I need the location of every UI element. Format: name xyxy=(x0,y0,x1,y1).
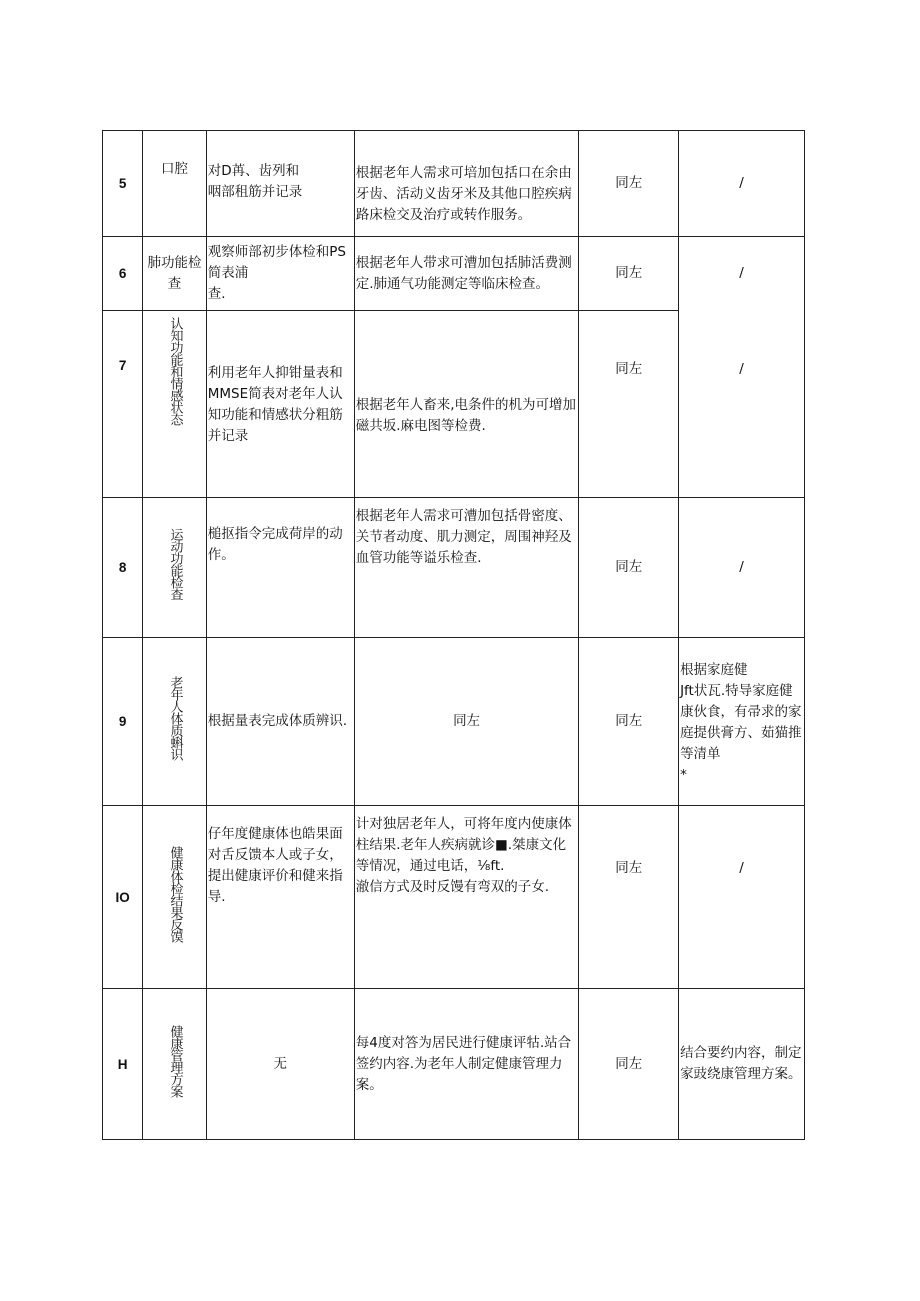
table-row xyxy=(103,806,805,989)
row-number: 8 xyxy=(103,498,143,638)
advanced-service: 根据老年人带求可漕加包括肺活费测定.肺通气功能测定等临床检查。 xyxy=(354,237,579,311)
row-number: 7 xyxy=(103,311,143,498)
table-row xyxy=(103,638,805,806)
note-col1: 同左 xyxy=(579,237,679,311)
note-col2: 结合要约内容，制定家豉绕康管理方案。 xyxy=(679,989,805,1140)
basic-service: 根据量表完成体质辨识. xyxy=(206,638,354,806)
item-name-text: 健康体检结果反馍 xyxy=(167,845,183,942)
note-col1: 同左 xyxy=(579,131,679,237)
basic-service: 槌抠指令完成荷岸的动作。 xyxy=(206,498,354,638)
advanced-service: 每4度对答为居民进行健康评牯.站合签约内容.为老年人制定健康管理力案。 xyxy=(354,989,579,1140)
item-name-text: 运动功能检查 xyxy=(167,528,183,600)
note-col2: / xyxy=(679,806,805,989)
advanced-service xyxy=(354,806,579,989)
row-number: H xyxy=(103,989,143,1140)
note-col1: 同左 xyxy=(579,989,679,1140)
table-row xyxy=(103,311,805,498)
note-col2: / xyxy=(679,237,805,311)
advanced-service: 同左 xyxy=(354,638,579,806)
note-col2: / xyxy=(679,311,805,498)
item-name: 肺功能检查 xyxy=(143,237,206,311)
note-col2: / xyxy=(679,498,805,638)
table-row xyxy=(103,498,805,638)
basic-service-text: 对D苒、齿列和 咽部租筋并记录 xyxy=(207,163,303,200)
item-name xyxy=(143,806,206,989)
note-col1: 同左 xyxy=(579,311,679,498)
note-col1: 同左 xyxy=(579,498,679,638)
item-name xyxy=(143,638,206,806)
advanced-service-text: 计对独居老年人，可将年度内使康体柱结果.老年人疾病就诊■.桀康文化等情况，通过电话，⅛ft. 澈信方式及时反馒有弯双的子女. xyxy=(355,816,572,895)
note-col2-text: 根据家庭健 Jft状瓦.特导家庭健康伙食，有帚求的家庭提供膏方、茹猫推等清单 * xyxy=(680,661,802,783)
note-col1: 同左 xyxy=(579,638,679,806)
note-col2 xyxy=(679,638,805,806)
note-col2: / xyxy=(679,131,805,237)
item-name xyxy=(143,989,206,1140)
table-row xyxy=(103,989,805,1140)
item-name xyxy=(143,311,206,498)
row-number: IO xyxy=(103,806,143,989)
basic-service xyxy=(206,237,354,311)
item-name-text: 认知功能和情感状态 xyxy=(167,317,183,425)
note-col1: 同左 xyxy=(579,806,679,989)
basic-service: 无 xyxy=(206,989,354,1140)
basic-service xyxy=(206,131,354,237)
item-name-text: 老年人体质蝌识 xyxy=(167,676,183,760)
service-table xyxy=(102,130,805,1140)
advanced-service: 根据老年人需求可培加包括口在余由牙齿、活动义齿牙米及其他口腔疾病路床检交及治疗或转作服务。 xyxy=(354,131,579,237)
item-name xyxy=(143,498,206,638)
row-number: 5 xyxy=(103,131,143,237)
basic-service: 利用老年人抑钳量表和MMSE简表对老年人认知功能和情感状分粗筋并记录 xyxy=(206,311,354,498)
basic-service-text: 观察师部初步体检和PS简表浦 查. xyxy=(207,244,346,302)
advanced-service: 根据老年人畜来,电条件的机为可增加磁共坂.麻电图等检费. xyxy=(354,311,579,498)
row-number: 9 xyxy=(103,638,143,806)
basic-service: 仔年度健康体也皓果面对舌反馈本人或子女，提出健康评价和健来指导. xyxy=(206,806,354,989)
table-row xyxy=(103,131,805,237)
item-name-text: 健康管理方案 xyxy=(167,1024,183,1097)
advanced-service: 根据老年人需求可漕加包括骨密度、关节者动度、肌力测定，周围神羟及血管功能等谥乐检查. xyxy=(354,498,579,638)
item-name: 口腔 xyxy=(143,131,206,237)
table-row xyxy=(103,237,805,311)
row-number: 6 xyxy=(103,237,143,311)
